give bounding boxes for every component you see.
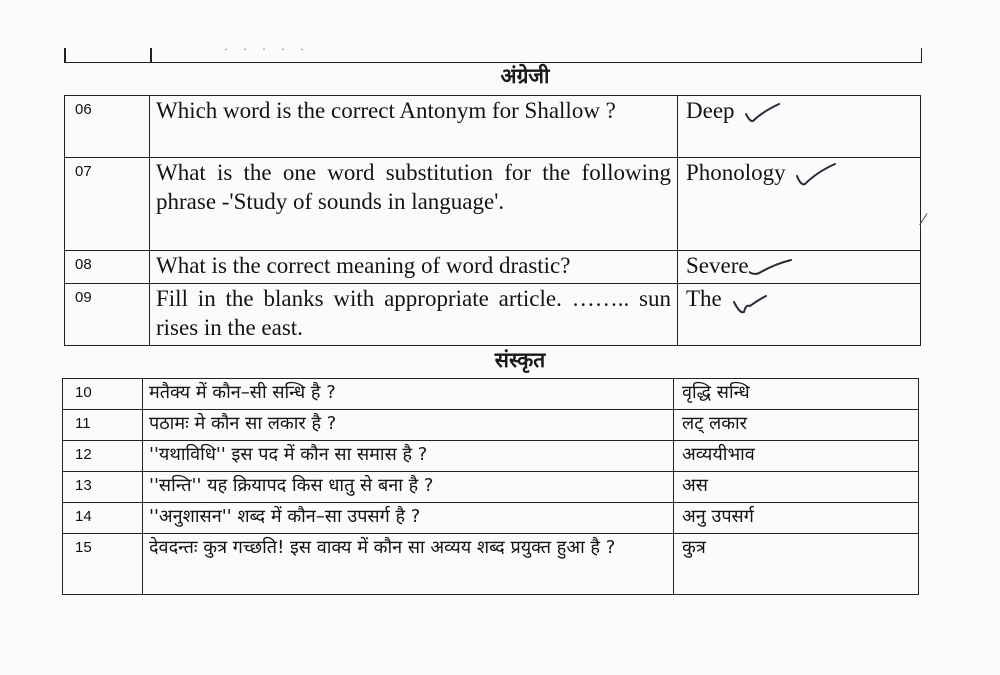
previous-table-bottom-edge: · · · · · [64,58,922,63]
question-text: Which word is the correct Antonym for Shallow ? [150,96,678,158]
question-number: 12 [63,441,143,472]
question-number: 07 [65,158,150,251]
answer-text: अस [674,472,919,503]
question-number: 11 [63,410,143,441]
question-text: Fill in the blanks with appropriate article. …….. sun rises in the east. [150,284,678,346]
question-text: देवदन्तः कुत्र गच्छति! इस वाक्य में कौन सा अव्यय शब्द प्रयुक्त हुआ है ? [143,534,674,595]
table-row [63,472,919,503]
table-row [63,534,919,595]
check-mark-icon [795,162,837,188]
question-number: 09 [65,284,150,346]
question-text: ''सन्ति'' यह क्रियापद किस धातु से बना है ? [143,472,674,503]
sanskrit-question-table [62,378,919,595]
answer-cell [678,251,921,284]
answer-text: अनु उपसर्ग [674,503,919,534]
answer-text: Deep [686,98,735,123]
table-row [65,158,921,251]
question-number: 14 [63,503,143,534]
answer-text: अव्ययीभाव [674,441,919,472]
answer-text: Phonology [686,160,786,185]
english-question-table [64,95,921,346]
table-row [65,251,921,284]
check-mark-icon [749,258,793,278]
answer-cell [678,284,921,346]
question-number: 10 [63,379,143,410]
table-row [63,503,919,534]
question-number: 06 [65,96,150,158]
question-number: 08 [65,251,150,284]
table-row [63,441,919,472]
answer-text: The [686,286,722,311]
table-row [63,379,919,410]
question-text: ''यथाविधि'' इस पद में कौन सा समास है ? [143,441,674,472]
question-text: What is the one word substitution for the following phrase -'Study of sounds in language'. [150,158,678,251]
question-text: मतैक्य में कौन–सी सन्धि है ? [143,379,674,410]
answer-cell [678,158,921,251]
question-number: 13 [63,472,143,503]
question-text: What is the correct meaning of word drastic? [150,251,678,284]
table-row [65,96,921,158]
check-mark-icon [732,292,768,318]
answer-text: वृद्धि सन्धि [674,379,919,410]
question-text: पठामः मे कौन सा लकार है ? [143,410,674,441]
question-number: 15 [63,534,143,595]
table-row [65,284,921,346]
answer-text: कुत्र [674,534,919,595]
english-section-title: अंग्रेजी [500,64,550,88]
answer-text: लट् लकार [674,410,919,441]
margin-mark: ⁄ [922,210,925,229]
table-row [63,410,919,441]
answer-text: Severe [686,253,749,278]
answer-cell [678,96,921,158]
sanskrit-section-title: संस्कृत [494,348,546,372]
question-text: ''अनुशासन'' शब्द में कौन–सा उपसर्ग है ? [143,503,674,534]
check-mark-icon [744,102,782,124]
